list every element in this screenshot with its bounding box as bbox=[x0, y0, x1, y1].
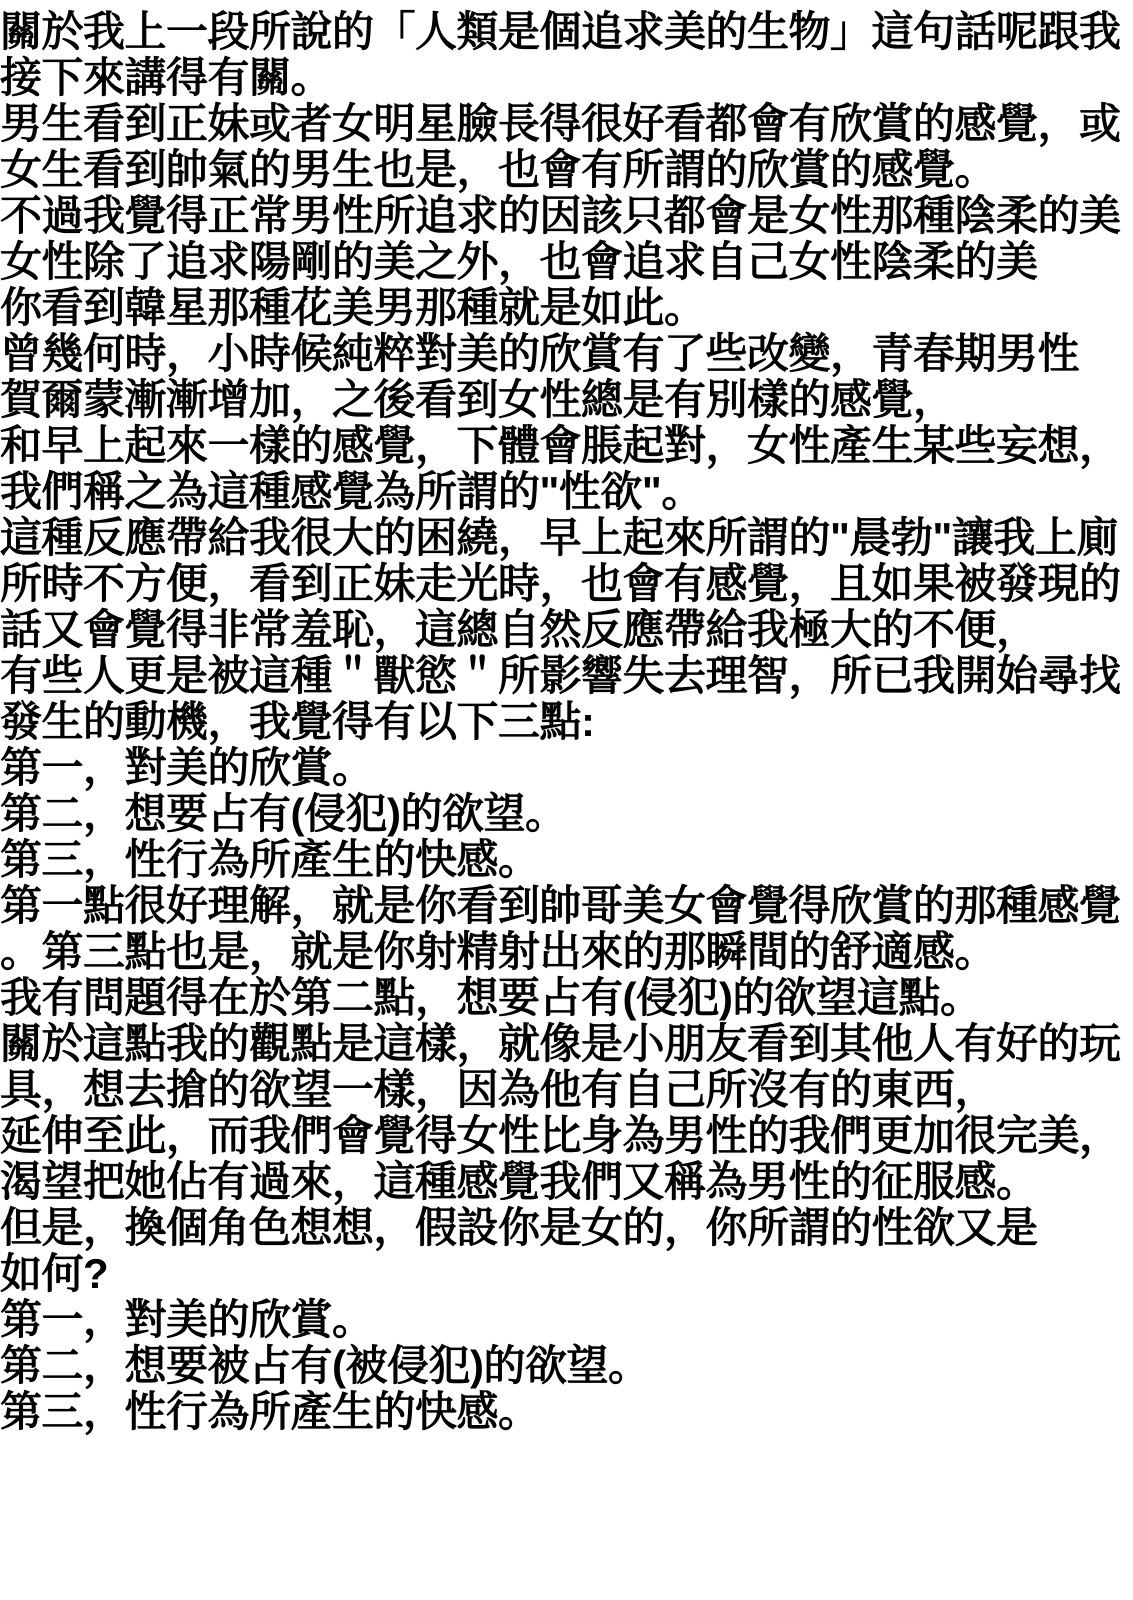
text-line: 如何? bbox=[0, 1250, 109, 1297]
text-line: 我有問題得在於第二點，想要占有(侵犯)的欲望這點。 bbox=[0, 974, 982, 1021]
text-line: 和早上起來一樣的感覺，下體會脹起對，女性產生某些妄想， bbox=[0, 422, 1121, 469]
text-line: 。第三點也是，就是你射精射出來的那瞬間的舒適感。 bbox=[0, 928, 997, 975]
text-line: 你看到韓星那種花美男那種就是如此。 bbox=[0, 284, 706, 331]
text-line: 關於我上一段所說的「人類是個追求美的生物」這句話呢跟我 bbox=[0, 8, 1121, 55]
text-line: 這種反應帶給我很大的困繞，早上起來所謂的"晨勃"讓我上廁 bbox=[0, 514, 1118, 561]
text-line: 接下來講得有關。 bbox=[0, 54, 333, 101]
text-line: 第一，對美的欣賞。 bbox=[0, 1296, 374, 1343]
text-line: 延伸至此，而我們會覺得女性比身為男性的我們更加很完美， bbox=[0, 1112, 1121, 1159]
text-line: 但是，換個角色想想，假設你是女的，你所謂的性欲又是 bbox=[0, 1204, 1038, 1251]
text-line: 第二，想要被占有(被侵犯)的欲望。 bbox=[0, 1342, 650, 1389]
text-line: 女性除了追求陽剛的美之外，也會追求自己女性陰柔的美 bbox=[0, 238, 1038, 285]
text-line: 話又會覺得非常羞恥，這總自然反應帶給我極大的不便， bbox=[0, 606, 1038, 653]
document-text-block bbox=[0, 9, 1133, 1435]
text-line: 發生的動機，我覺得有以下三點: bbox=[0, 698, 595, 745]
text-line: 所時不方便，看到正妹走光時，也會有感覺，且如果被發現的 bbox=[0, 560, 1121, 607]
text-line: 女生看到帥氣的男生也是，也會有所謂的欣賞的感覺。 bbox=[0, 146, 997, 193]
text-line: 我們稱之為這種感覺為所謂的"性欲"。 bbox=[0, 468, 703, 515]
text-line: 不過我覺得正常男性所追求的因該只都會是女性那種陰柔的美 bbox=[0, 192, 1121, 239]
text-line: 第三，性行為所產生的快感。 bbox=[0, 1388, 540, 1435]
text-line: 第一點很好理解，就是你看到帥哥美女會覺得欣賞的那種感覺 bbox=[0, 882, 1121, 929]
text-line: 第三，性行為所產生的快感。 bbox=[0, 836, 540, 883]
text-line: 有些人更是被這種＂獸慾＂所影響失去理智，所已我開始尋找 bbox=[0, 652, 1121, 699]
text-line: 曾幾何時，小時候純粹對美的欣賞有了些改變，青春期男性 bbox=[0, 330, 1080, 377]
text-line: 男生看到正妹或者女明星臉長得很好看都會有欣賞的感覺，或 bbox=[0, 100, 1121, 147]
text-line: 具，想去搶的欲望一樣，因為他有自己所沒有的東西， bbox=[0, 1066, 997, 1113]
text-line: 關於這點我的觀點是這樣，就像是小朋友看到其他人有好的玩 bbox=[0, 1020, 1121, 1067]
text-line: 賀爾蒙漸漸增加，之後看到女性總是有別樣的感覺， bbox=[0, 376, 955, 423]
text-line: 第二，想要占有(侵犯)的欲望。 bbox=[0, 790, 567, 837]
text-line: 第一，對美的欣賞。 bbox=[0, 744, 374, 791]
text-line: 渴望把她佔有過來，這種感覺我們又稱為男性的征服感。 bbox=[0, 1158, 1038, 1205]
